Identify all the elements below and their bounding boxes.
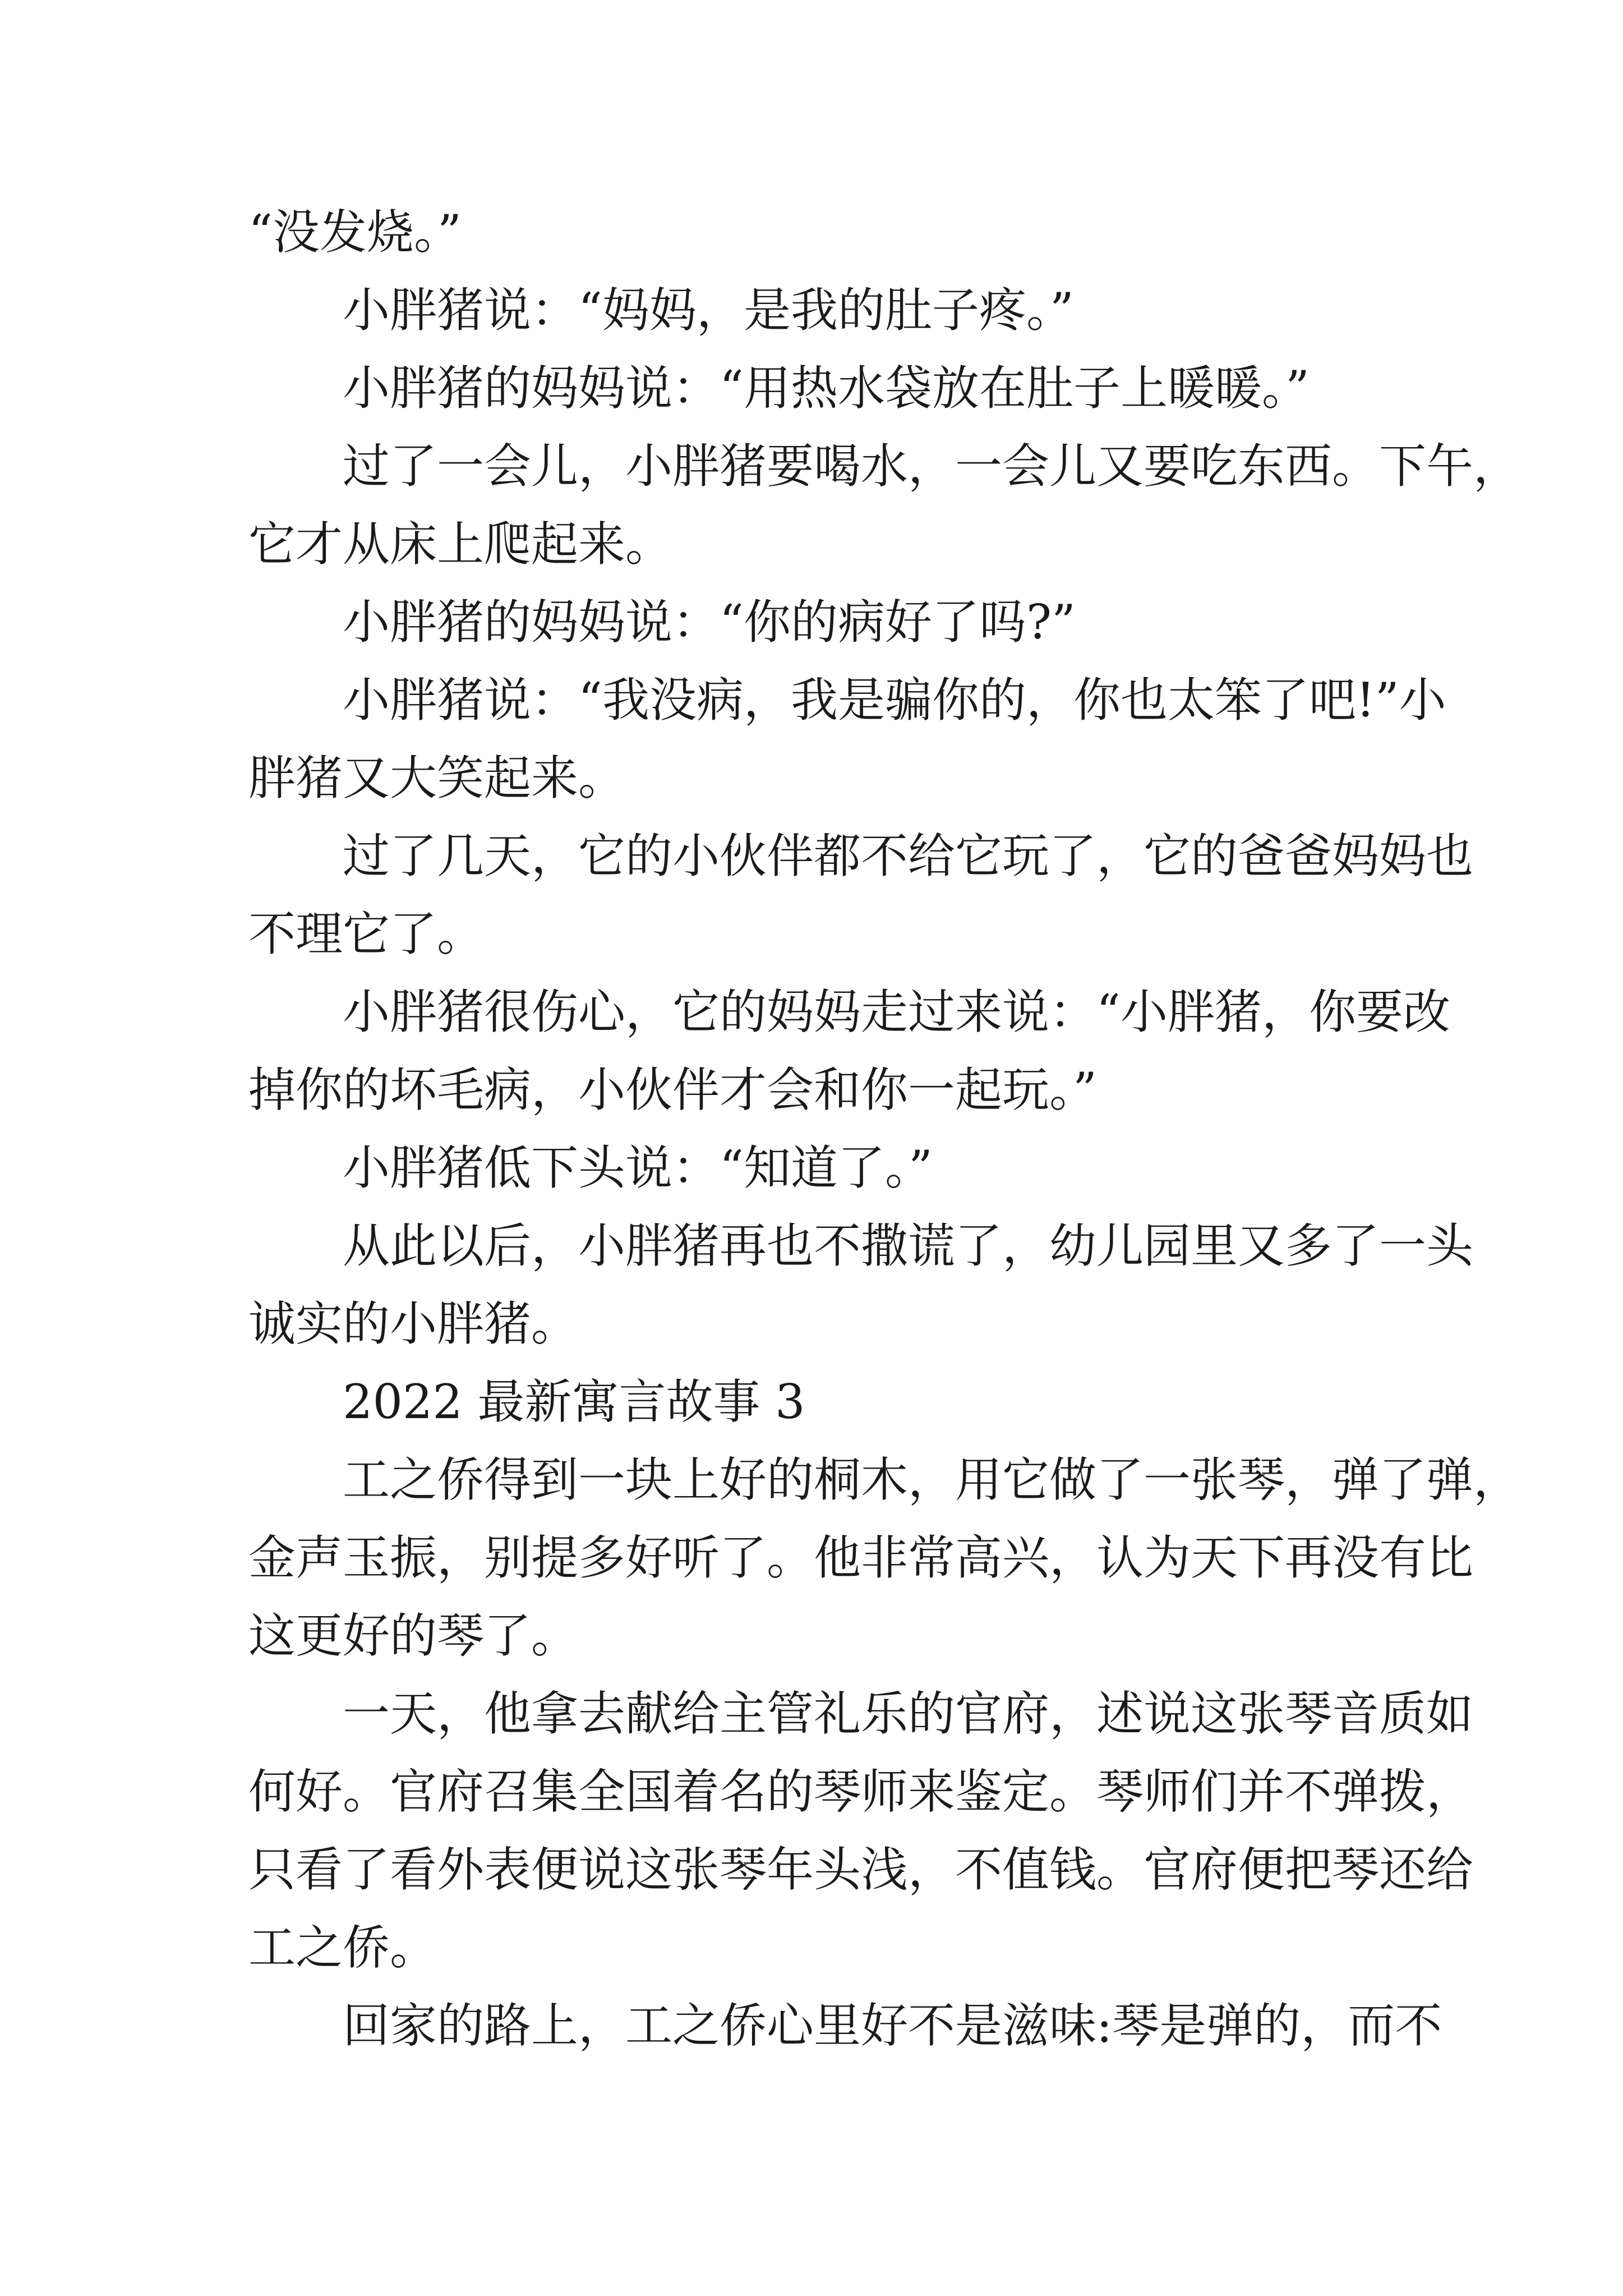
text-line: 何好。官府召集全国着名的琴师来鉴定。琴师们并不弹拨， [248,1764,1474,1819]
text-line: 过了几天，它的小伙伴都不给它玩了，它的爸爸妈妈也 [343,829,1474,884]
paragraph [248,349,1387,427]
text-line: 金声玉振，别提多好听了。他非常高兴，认为天下再没有比 [248,1530,1474,1585]
text-line: 诚实的小胖猪。 [248,1296,579,1351]
paragraph [248,1987,1442,2065]
paragraph [248,1207,1474,1363]
paragraph [248,973,1450,1129]
text-line: 只看了看外表便说这张琴年头浅，不值钱。官府便把琴还给 [248,1842,1474,1897]
text-line: 小胖猪说：“妈妈，是我的肚子疼。” [343,283,1074,338]
body-text [248,194,1521,2065]
paragraph [248,272,1387,349]
paragraph [248,583,1387,661]
text-line: 它才从床上爬起来。 [248,517,673,572]
text-line: 小胖猪的妈妈说：“用热水袋放在肚子上暖暖。” [343,361,1310,416]
text-line: 小胖猪的妈妈说：“你的病好了吗?” [343,595,1076,650]
text-line: 这更好的琴了。 [248,1608,579,1663]
text-line: 工之侨。 [248,1920,437,1975]
text-line: 不理它了。 [248,907,485,961]
paragraph [248,1675,1474,1987]
text-line: 小胖猪低下头说：“知道了。” [343,1140,933,1195]
text-line: 从此以后，小胖猪再也不撒谎了，幼儿园里又多了一头 [343,1218,1474,1273]
section-heading [248,1363,1387,1441]
text-line: 胖猪又大笑起来。 [248,751,626,806]
text-line: 小胖猪说：“我没病，我是骗你的，你也太笨了吧!”小 [343,673,1446,728]
paragraph [248,194,1387,272]
paragraph [248,1441,1521,1675]
paragraph [248,427,1521,583]
paragraph [248,1129,1387,1207]
text-line: 小胖猪很伤心，它的妈妈走过来说：“小胖猪，你要改 [343,984,1450,1039]
text-line: 回家的路上，工之侨心里好不是滋味:琴是弹的，而不 [343,1998,1442,2053]
text-line: 一天，他拿去献给主管礼乐的官府，述说这张琴音质如 [343,1686,1474,1741]
text-line: 2022 最新寓言故事 3 [343,1374,805,1429]
text-line: 掉你的坏毛病，小伙伴才会和你一起玩。” [248,1062,1097,1117]
text-line: 过了一会儿，小胖猪要喝水，一会儿又要吃东西。下午， [343,439,1521,494]
text-line: 工之侨得到一块上好的桐木，用它做了一张琴，弹了弹， [343,1452,1521,1507]
paragraph [248,661,1446,817]
text-line: “没发烧。” [248,205,462,260]
paragraph [248,817,1474,973]
